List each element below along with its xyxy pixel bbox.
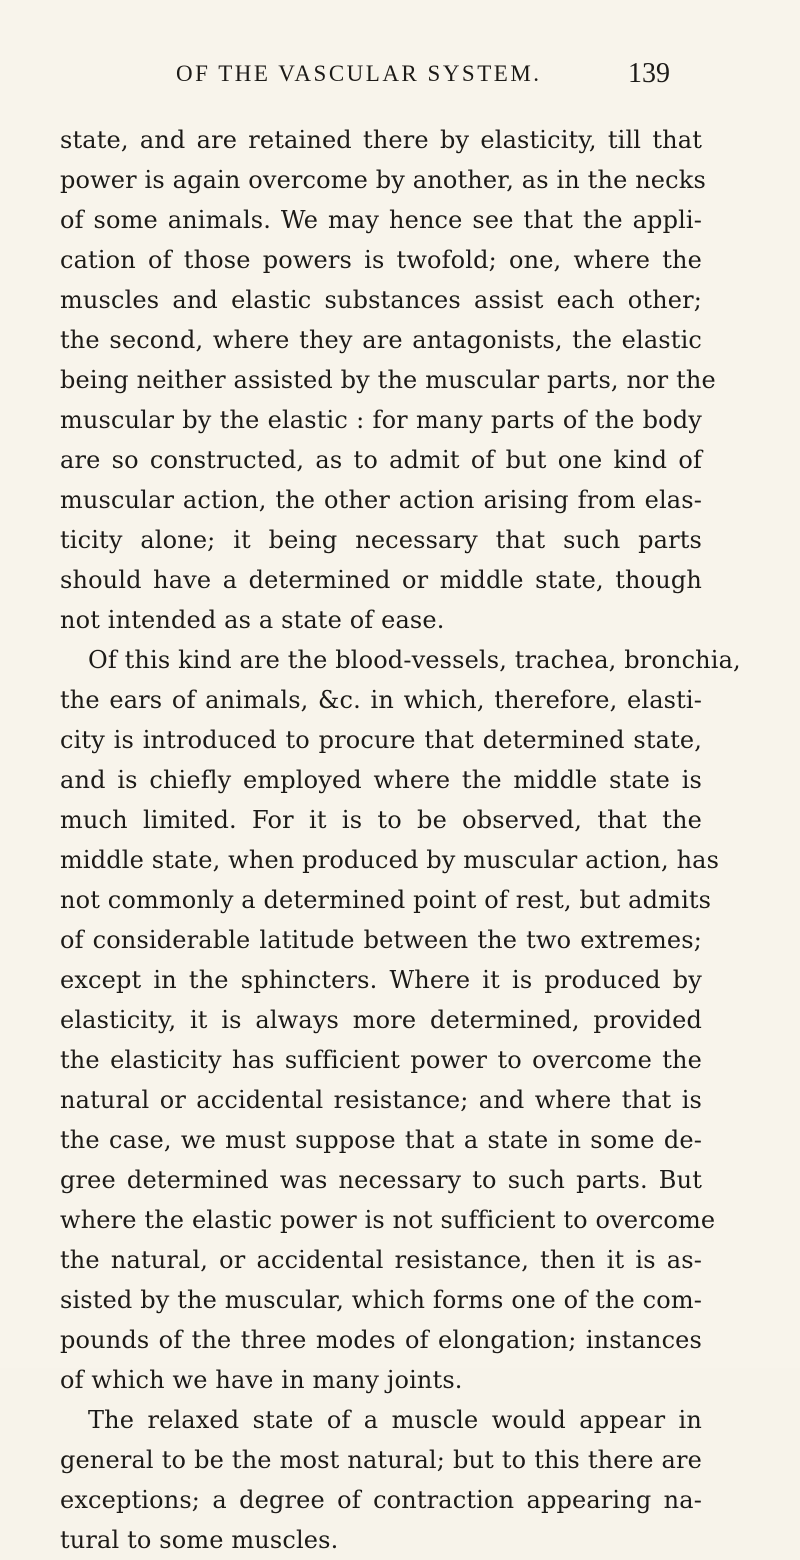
text-line: being neither assisted by the muscular parts, nor the — [60, 366, 716, 394]
text-line: the case, we must suppose that a state in some de- — [60, 1126, 702, 1154]
text-line: except in the sphincters. Where it is produced by — [60, 966, 702, 994]
text-line: the ears of animals, &c. in which, therefore, elasti- — [60, 686, 702, 714]
text-line: sisted by the muscular, which forms one of the com- — [60, 1286, 702, 1314]
text-line: should have a determined or middle state, though — [60, 566, 702, 594]
running-head — [0, 56, 800, 92]
paragraph-end-line: tural to some muscles. — [60, 1526, 339, 1554]
text-line: where the elastic power is not sufficient to overcome — [60, 1206, 716, 1234]
paragraph-start-line: The relaxed state of a muscle would appear in — [88, 1406, 702, 1434]
text-line: of some animals. We may hence see that the appli- — [60, 206, 702, 234]
text-line: middle state, when produced by muscular action, has — [60, 846, 720, 874]
text-line: muscular by the elastic : for many parts of the body — [60, 406, 702, 434]
text-line: power is again overcome by another, as in the necks — [60, 166, 706, 194]
text-line: exceptions; a degree of contraction appearing na- — [60, 1486, 702, 1514]
text-line: muscular action, the other action arising from elas- — [60, 486, 702, 514]
text-line: of considerable latitude between the two extremes; — [60, 926, 702, 954]
text-line: cation of those powers is twofold; one, where the — [60, 246, 702, 274]
page-number: 139 — [628, 58, 670, 89]
text-line: state, and are retained there by elasticity, till that — [60, 126, 702, 154]
text-line: the second, where they are antagonists, the elastic — [60, 326, 702, 354]
paragraph-start-line: Of this kind are the blood-vessels, trachea, bronchia, — [88, 646, 741, 674]
text-line: and is chiefly employed where the middle state is — [60, 766, 702, 794]
text-line: the elasticity has sufficient power to overcome the — [60, 1046, 702, 1074]
paragraph-end-line: of which we have in many joints. — [60, 1366, 463, 1394]
text-line: elasticity, it is always more determined, provided — [60, 1006, 702, 1034]
text-line: muscles and elastic substances assist each other; — [60, 286, 702, 314]
text-line: natural or accidental resistance; and where that is — [60, 1086, 702, 1114]
text-line: gree determined was necessary to such parts. But — [60, 1166, 702, 1194]
body-text — [60, 120, 741, 1560]
text-line: the natural, or accidental resistance, then it is as- — [60, 1246, 702, 1274]
text-line: much limited. For it is to be observed, that the — [60, 806, 702, 834]
text-line: general to be the most natural; but to this there are — [60, 1446, 702, 1474]
running-title: OF THE VASCULAR SYSTEM. — [176, 61, 542, 86]
text-line: city is introduced to procure that determined state, — [60, 726, 702, 754]
text-line: pounds of the three modes of elongation; instances — [60, 1326, 702, 1354]
text-line: are so constructed, as to admit of but one kind of — [60, 446, 702, 474]
paragraph-end-line: not intended as a state of ease. — [60, 606, 445, 634]
text-line: not commonly a determined point of rest, but admits — [60, 886, 712, 914]
text-line: ticity alone; it being necessary that such parts — [60, 526, 702, 554]
